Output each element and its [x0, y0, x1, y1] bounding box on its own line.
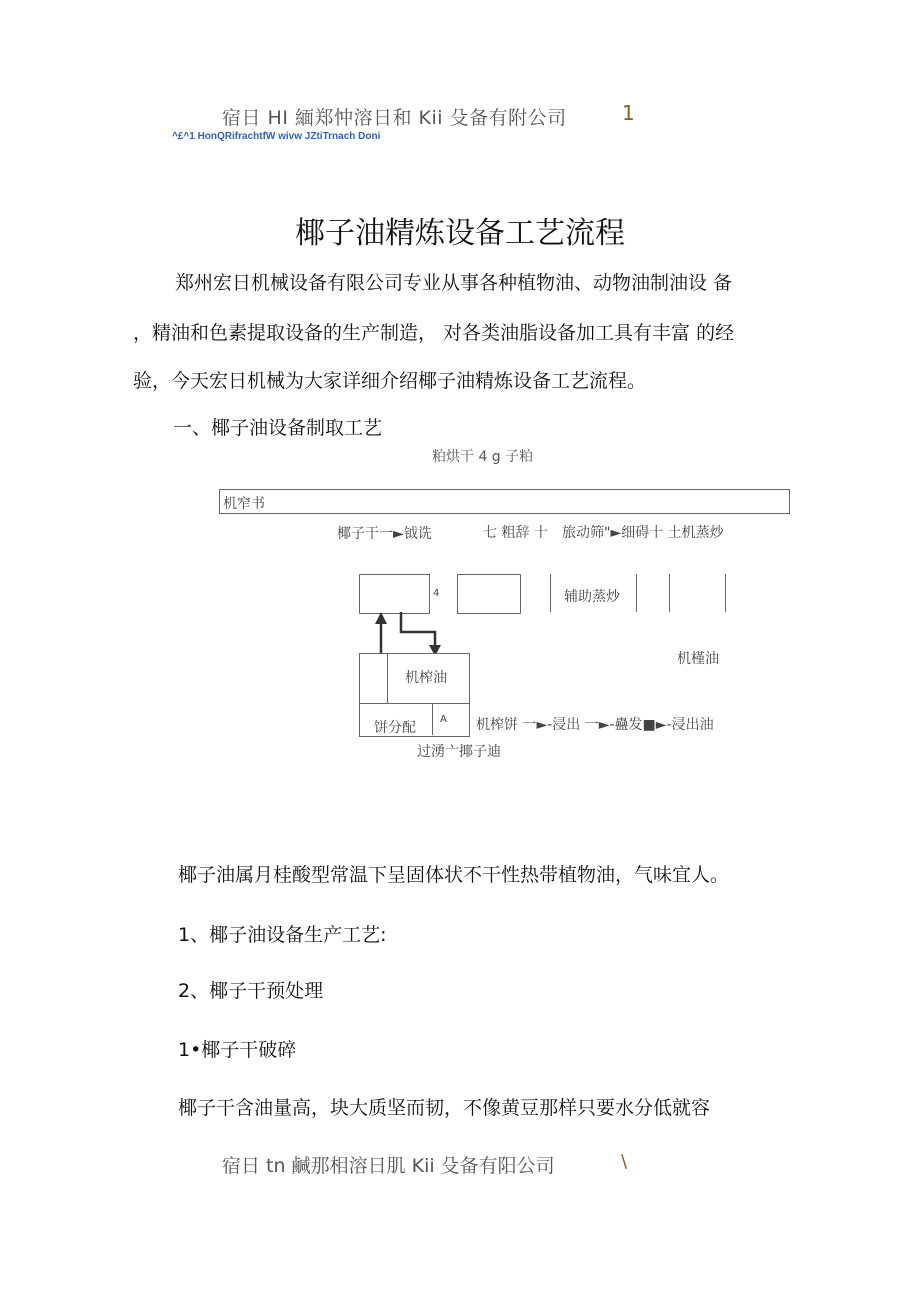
- process-step-b: 七 粗辞 十: [483, 525, 548, 541]
- press-box-midline: [359, 703, 469, 704]
- body-paragraph-1: 椰子油属月桂酸型常温下呈固体状不干性热带植物油，气味宜人。: [178, 864, 730, 886]
- diagram-caption: 粕烘干 4 g 子粕: [432, 449, 534, 465]
- press-box-divider-2: [432, 703, 433, 735]
- intro-line-2: ，精油和色素提取设备的生产制造， 对各类油脂设备加工具有丰富 的经: [133, 322, 735, 344]
- footer-company: 宿日 tn 鹹那相溶日肌 Kii 殳备有阳公司: [222, 1155, 555, 1177]
- arrow-down: [401, 612, 441, 656]
- filter-label: 过湧亠揶子迪: [417, 744, 501, 760]
- process-step-c: 旅动筛"►细碍十 土机蒸炒: [562, 525, 724, 541]
- intro-line-3: 验，今天宏日机械为大家详细介绍椰子油精炼设备工艺流程。: [133, 370, 647, 392]
- press-oil-label: 机榨油: [405, 670, 447, 686]
- marker-a: A: [440, 714, 447, 725]
- cake-process-row: 机榨饼 一►-浸出 一►-蠱发■►-浸出油: [476, 717, 714, 733]
- intro-line-1: 郑州宏日机械设备有限公司专业从事各种植物油、动物油制油设 备: [175, 272, 733, 294]
- box-marker: 4: [433, 588, 440, 599]
- press-box-divider: [387, 653, 388, 703]
- body-paragraph-2: 椰子干含油量高，块大质坚而韧，不像黄豆那样只要水分低就容: [178, 1097, 711, 1119]
- arrow-up: [375, 612, 387, 653]
- body-heading-3: 1•椰子干破碎: [178, 1039, 297, 1061]
- body-heading-2: 2、椰子干预处理: [178, 980, 324, 1002]
- page-title: 椰子油精炼设备工艺流程: [295, 216, 625, 251]
- press-oil-right-label: 机槿油: [677, 651, 719, 667]
- section-heading-1: 一、椰子油设备制取工艺: [173, 417, 383, 439]
- diagram-bar-label: 机窄书: [223, 496, 265, 512]
- process-step-a: 椰子干一►钺诜: [337, 526, 432, 542]
- cake-distribution-label: 饼分配: [374, 720, 416, 736]
- body-heading-1: 1、椰子油设备生产工艺:: [178, 924, 387, 946]
- aux-steam-label: 辅助蒸炒: [564, 589, 620, 605]
- header-company: 宿日 HI 緬郑忡溶日和 Kii 殳备有附公司: [222, 107, 567, 129]
- footer-mark: \: [621, 1151, 628, 1172]
- page-number: 1: [622, 101, 635, 125]
- header-subtitle: ^£^1 HonQRifrachtfW wivw JZtiTrnach Doni: [172, 131, 381, 142]
